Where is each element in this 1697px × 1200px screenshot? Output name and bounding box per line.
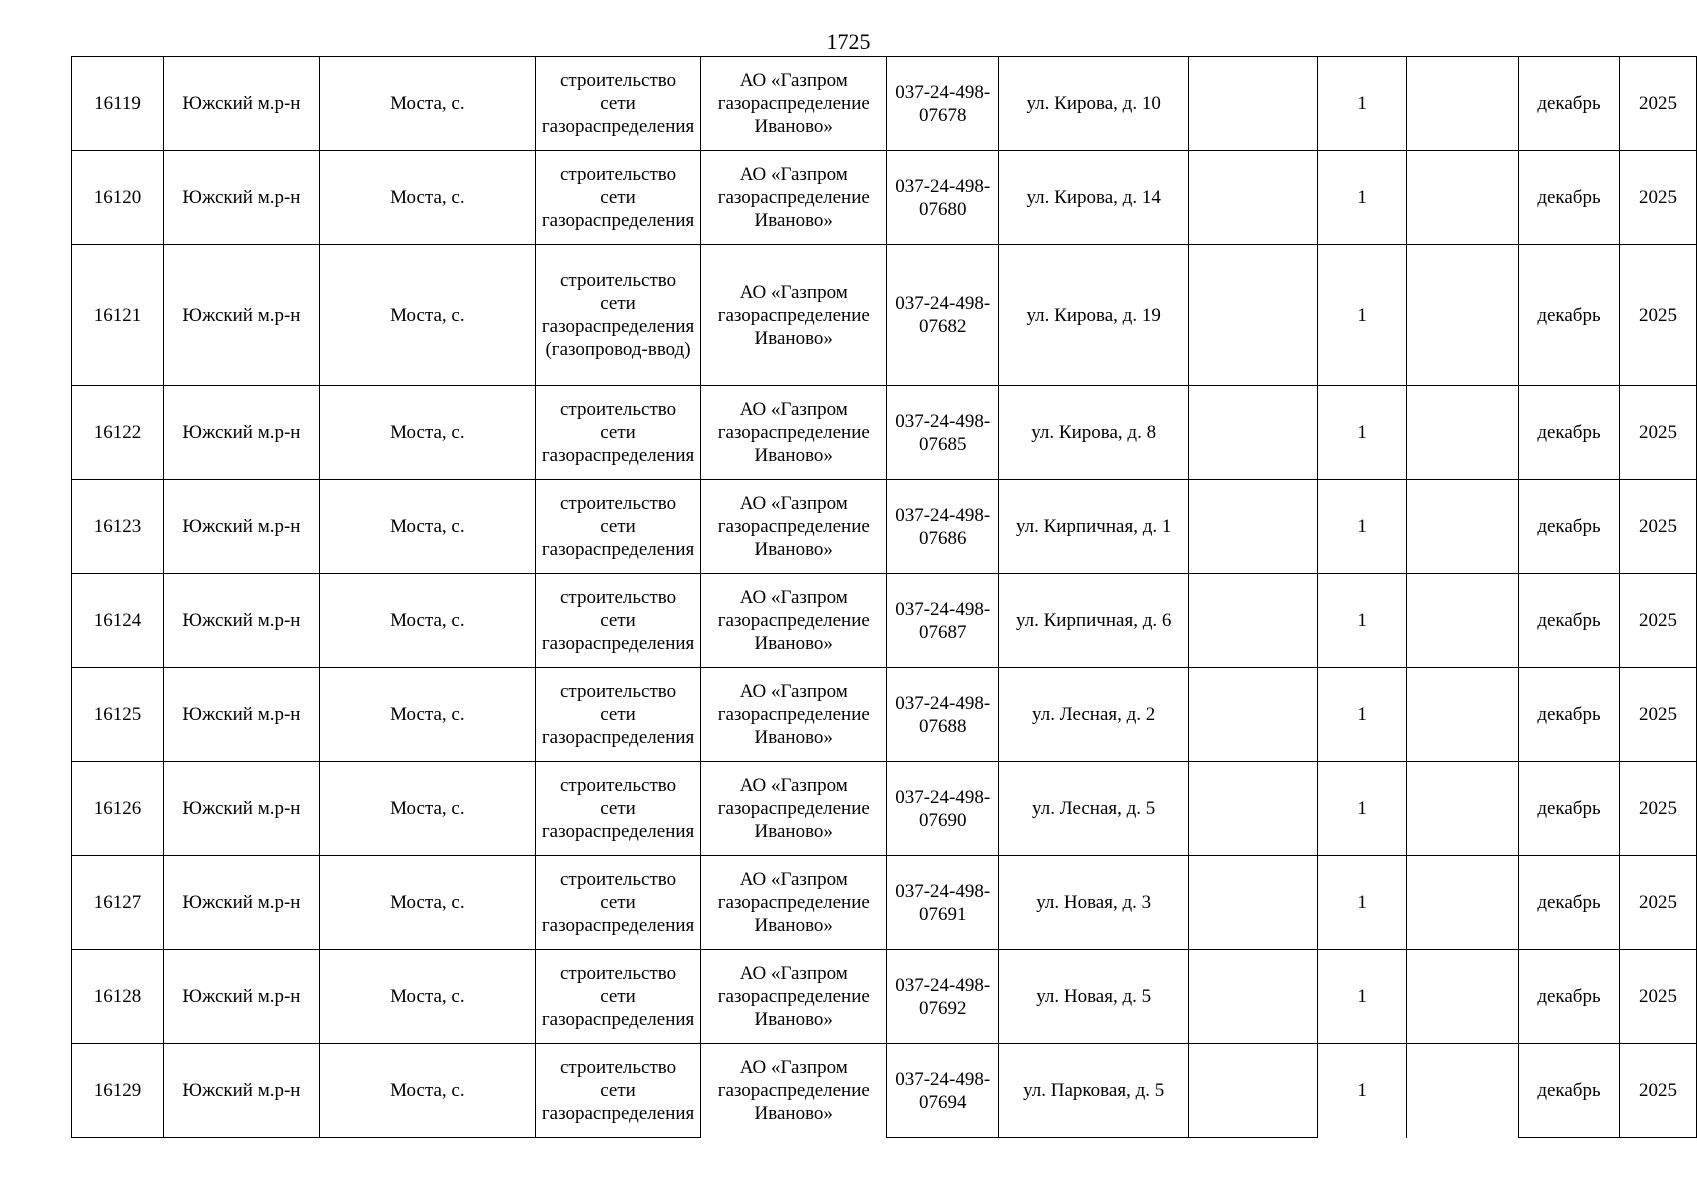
year-cell: 2025	[1619, 856, 1696, 950]
month-cell: декабрь	[1518, 1044, 1619, 1138]
record-number-cell: 16123	[72, 480, 164, 574]
settlement-cell: Моста, с.	[319, 574, 535, 668]
organization-cell: АО «Газпром газораспределение Иваново»	[701, 151, 887, 245]
record-number-cell: 16122	[72, 386, 164, 480]
page-number: 1725	[826, 29, 871, 54]
settlement-cell: Моста, с.	[319, 668, 535, 762]
address-cell: ул. Новая, д. 3	[999, 856, 1189, 950]
quantity-cell: 1	[1318, 57, 1407, 151]
object-code-cell: 037-24-498-07682	[887, 245, 999, 386]
address-cell: ул. Кирова, д. 14	[999, 151, 1189, 245]
organization-cell: АО «Газпром газораспределение Иваново»	[701, 762, 887, 856]
month-cell: декабрь	[1518, 762, 1619, 856]
table-row	[72, 668, 1697, 762]
organization-cell: АО «Газпром газораспределение Иваново»	[701, 480, 887, 574]
empty-cell-10	[1407, 574, 1519, 668]
table-row	[72, 574, 1697, 668]
district-cell: Южский м.р-н	[163, 245, 319, 386]
record-number-cell: 16124	[72, 574, 164, 668]
settlement-cell: Моста, с.	[319, 856, 535, 950]
year-cell: 2025	[1619, 480, 1696, 574]
object-code-cell: 037-24-498-07688	[887, 668, 999, 762]
district-cell: Южский м.р-н	[163, 668, 319, 762]
work-type-cell: строительство сети газораспределения	[535, 57, 700, 151]
district-cell: Южский м.р-н	[163, 386, 319, 480]
object-code-cell: 037-24-498-07687	[887, 574, 999, 668]
table-row	[72, 762, 1697, 856]
empty-cell-10	[1407, 950, 1519, 1044]
organization-cell: АО «Газпром газораспределение Иваново»	[701, 57, 887, 151]
object-code-cell: 037-24-498-07694	[887, 1044, 999, 1138]
table-row	[72, 57, 1697, 151]
quantity-cell: 1	[1318, 668, 1407, 762]
object-code-cell: 037-24-498-07690	[887, 762, 999, 856]
month-cell: декабрь	[1518, 480, 1619, 574]
empty-cell-10	[1407, 245, 1519, 386]
district-cell: Южский м.р-н	[163, 856, 319, 950]
month-cell: декабрь	[1518, 57, 1619, 151]
table-row	[72, 856, 1697, 950]
district-cell: Южский м.р-н	[163, 574, 319, 668]
object-code-cell: 037-24-498-07691	[887, 856, 999, 950]
empty-cell-8	[1189, 856, 1318, 950]
district-cell: Южский м.р-н	[163, 762, 319, 856]
table-row	[72, 245, 1697, 386]
organization-cell: АО «Газпром газораспределение Иваново»	[701, 574, 887, 668]
empty-cell-10	[1407, 151, 1519, 245]
address-cell: ул. Лесная, д. 5	[999, 762, 1189, 856]
organization-cell: АО «Газпром газораспределение Иваново»	[701, 950, 887, 1044]
object-code-cell: 037-24-498-07685	[887, 386, 999, 480]
year-cell: 2025	[1619, 386, 1696, 480]
object-code-cell: 037-24-498-07686	[887, 480, 999, 574]
year-cell: 2025	[1619, 668, 1696, 762]
organization-cell: АО «Газпром газораспределение Иваново»	[701, 856, 887, 950]
month-cell: декабрь	[1518, 245, 1619, 386]
empty-cell-8	[1189, 1044, 1318, 1138]
work-type-cell: строительство сети газораспределения	[535, 151, 700, 245]
address-cell: ул. Кирпичная, д. 1	[999, 480, 1189, 574]
record-number-cell: 16128	[72, 950, 164, 1044]
object-code-cell: 037-24-498-07692	[887, 950, 999, 1044]
year-cell: 2025	[1619, 950, 1696, 1044]
settlement-cell: Моста, с.	[319, 480, 535, 574]
month-cell: декабрь	[1518, 574, 1619, 668]
work-type-cell: строительство сети газораспределения	[535, 668, 700, 762]
work-type-cell: строительство сети газораспределения	[535, 574, 700, 668]
year-cell: 2025	[1619, 574, 1696, 668]
settlement-cell: Моста, с.	[319, 762, 535, 856]
district-cell: Южский м.р-н	[163, 1044, 319, 1138]
work-type-cell: строительство сети газораспределения	[535, 1044, 700, 1138]
object-code-cell: 037-24-498-07678	[887, 57, 999, 151]
settlement-cell: Моста, с.	[319, 950, 535, 1044]
year-cell: 2025	[1619, 1044, 1696, 1138]
work-type-cell: строительство сети газораспределения	[535, 856, 700, 950]
address-cell: ул. Кирова, д. 8	[999, 386, 1189, 480]
table-row	[72, 386, 1697, 480]
work-type-cell: строительство сети газораспределения	[535, 950, 700, 1044]
year-cell: 2025	[1619, 151, 1696, 245]
table-row	[72, 480, 1697, 574]
address-cell: ул. Парковая, д. 5	[999, 1044, 1189, 1138]
empty-cell-10	[1407, 480, 1519, 574]
quantity-cell: 1	[1318, 480, 1407, 574]
district-cell: Южский м.р-н	[163, 151, 319, 245]
record-number-cell: 16127	[72, 856, 164, 950]
quantity-cell: 1	[1318, 386, 1407, 480]
empty-cell-10	[1407, 1044, 1519, 1138]
organization-cell: АО «Газпром газораспределение Иваново»	[701, 668, 887, 762]
month-cell: декабрь	[1518, 668, 1619, 762]
empty-cell-8	[1189, 762, 1318, 856]
district-cell: Южский м.р-н	[163, 480, 319, 574]
settlement-cell: Моста, с.	[319, 151, 535, 245]
empty-cell-8	[1189, 151, 1318, 245]
address-cell: ул. Новая, д. 5	[999, 950, 1189, 1044]
settlement-cell: Моста, с.	[319, 386, 535, 480]
table-row	[72, 151, 1697, 245]
registry-table	[71, 56, 1697, 1138]
empty-cell-8	[1189, 950, 1318, 1044]
empty-cell-8	[1189, 57, 1318, 151]
settlement-cell: Моста, с.	[319, 245, 535, 386]
record-number-cell: 16129	[72, 1044, 164, 1138]
empty-cell-8	[1189, 480, 1318, 574]
address-cell: ул. Кирова, д. 19	[999, 245, 1189, 386]
year-cell: 2025	[1619, 245, 1696, 386]
work-type-cell: строительство сети газораспределения	[535, 762, 700, 856]
month-cell: декабрь	[1518, 950, 1619, 1044]
month-cell: декабрь	[1518, 151, 1619, 245]
district-cell: Южский м.р-н	[163, 950, 319, 1044]
address-cell: ул. Кирова, д. 10	[999, 57, 1189, 151]
empty-cell-10	[1407, 856, 1519, 950]
empty-cell-10	[1407, 668, 1519, 762]
quantity-cell: 1	[1318, 762, 1407, 856]
quantity-cell: 1	[1318, 245, 1407, 386]
quantity-cell: 1	[1318, 1044, 1407, 1138]
quantity-cell: 1	[1318, 151, 1407, 245]
address-cell: ул. Кирпичная, д. 6	[999, 574, 1189, 668]
month-cell: декабрь	[1518, 856, 1619, 950]
organization-cell: АО «Газпром газораспределение Иваново»	[701, 1044, 887, 1138]
record-number-cell: 16125	[72, 668, 164, 762]
settlement-cell: Моста, с.	[319, 57, 535, 151]
table-row	[72, 1044, 1697, 1138]
district-cell: Южский м.р-н	[163, 57, 319, 151]
empty-cell-10	[1407, 762, 1519, 856]
work-type-cell: строительство сети газораспределения	[535, 480, 700, 574]
record-number-cell: 16119	[72, 57, 164, 151]
record-number-cell: 16120	[72, 151, 164, 245]
work-type-cell: строительство сети газораспределения	[535, 386, 700, 480]
empty-cell-8	[1189, 245, 1318, 386]
organization-cell: АО «Газпром газораспределение Иваново»	[701, 245, 887, 386]
quantity-cell: 1	[1318, 856, 1407, 950]
empty-cell-10	[1407, 386, 1519, 480]
empty-cell-8	[1189, 386, 1318, 480]
record-number-cell: 16121	[72, 245, 164, 386]
empty-cell-10	[1407, 57, 1519, 151]
address-cell: ул. Лесная, д. 2	[999, 668, 1189, 762]
record-number-cell: 16126	[72, 762, 164, 856]
table-row	[72, 950, 1697, 1044]
empty-cell-8	[1189, 574, 1318, 668]
year-cell: 2025	[1619, 762, 1696, 856]
quantity-cell: 1	[1318, 950, 1407, 1044]
object-code-cell: 037-24-498-07680	[887, 151, 999, 245]
settlement-cell: Моста, с.	[319, 1044, 535, 1138]
quantity-cell: 1	[1318, 574, 1407, 668]
work-type-cell: строительство сети газораспределения (газопровод-ввод)	[535, 245, 700, 386]
organization-cell: АО «Газпром газораспределение Иваново»	[701, 386, 887, 480]
year-cell: 2025	[1619, 57, 1696, 151]
month-cell: декабрь	[1518, 386, 1619, 480]
empty-cell-8	[1189, 668, 1318, 762]
